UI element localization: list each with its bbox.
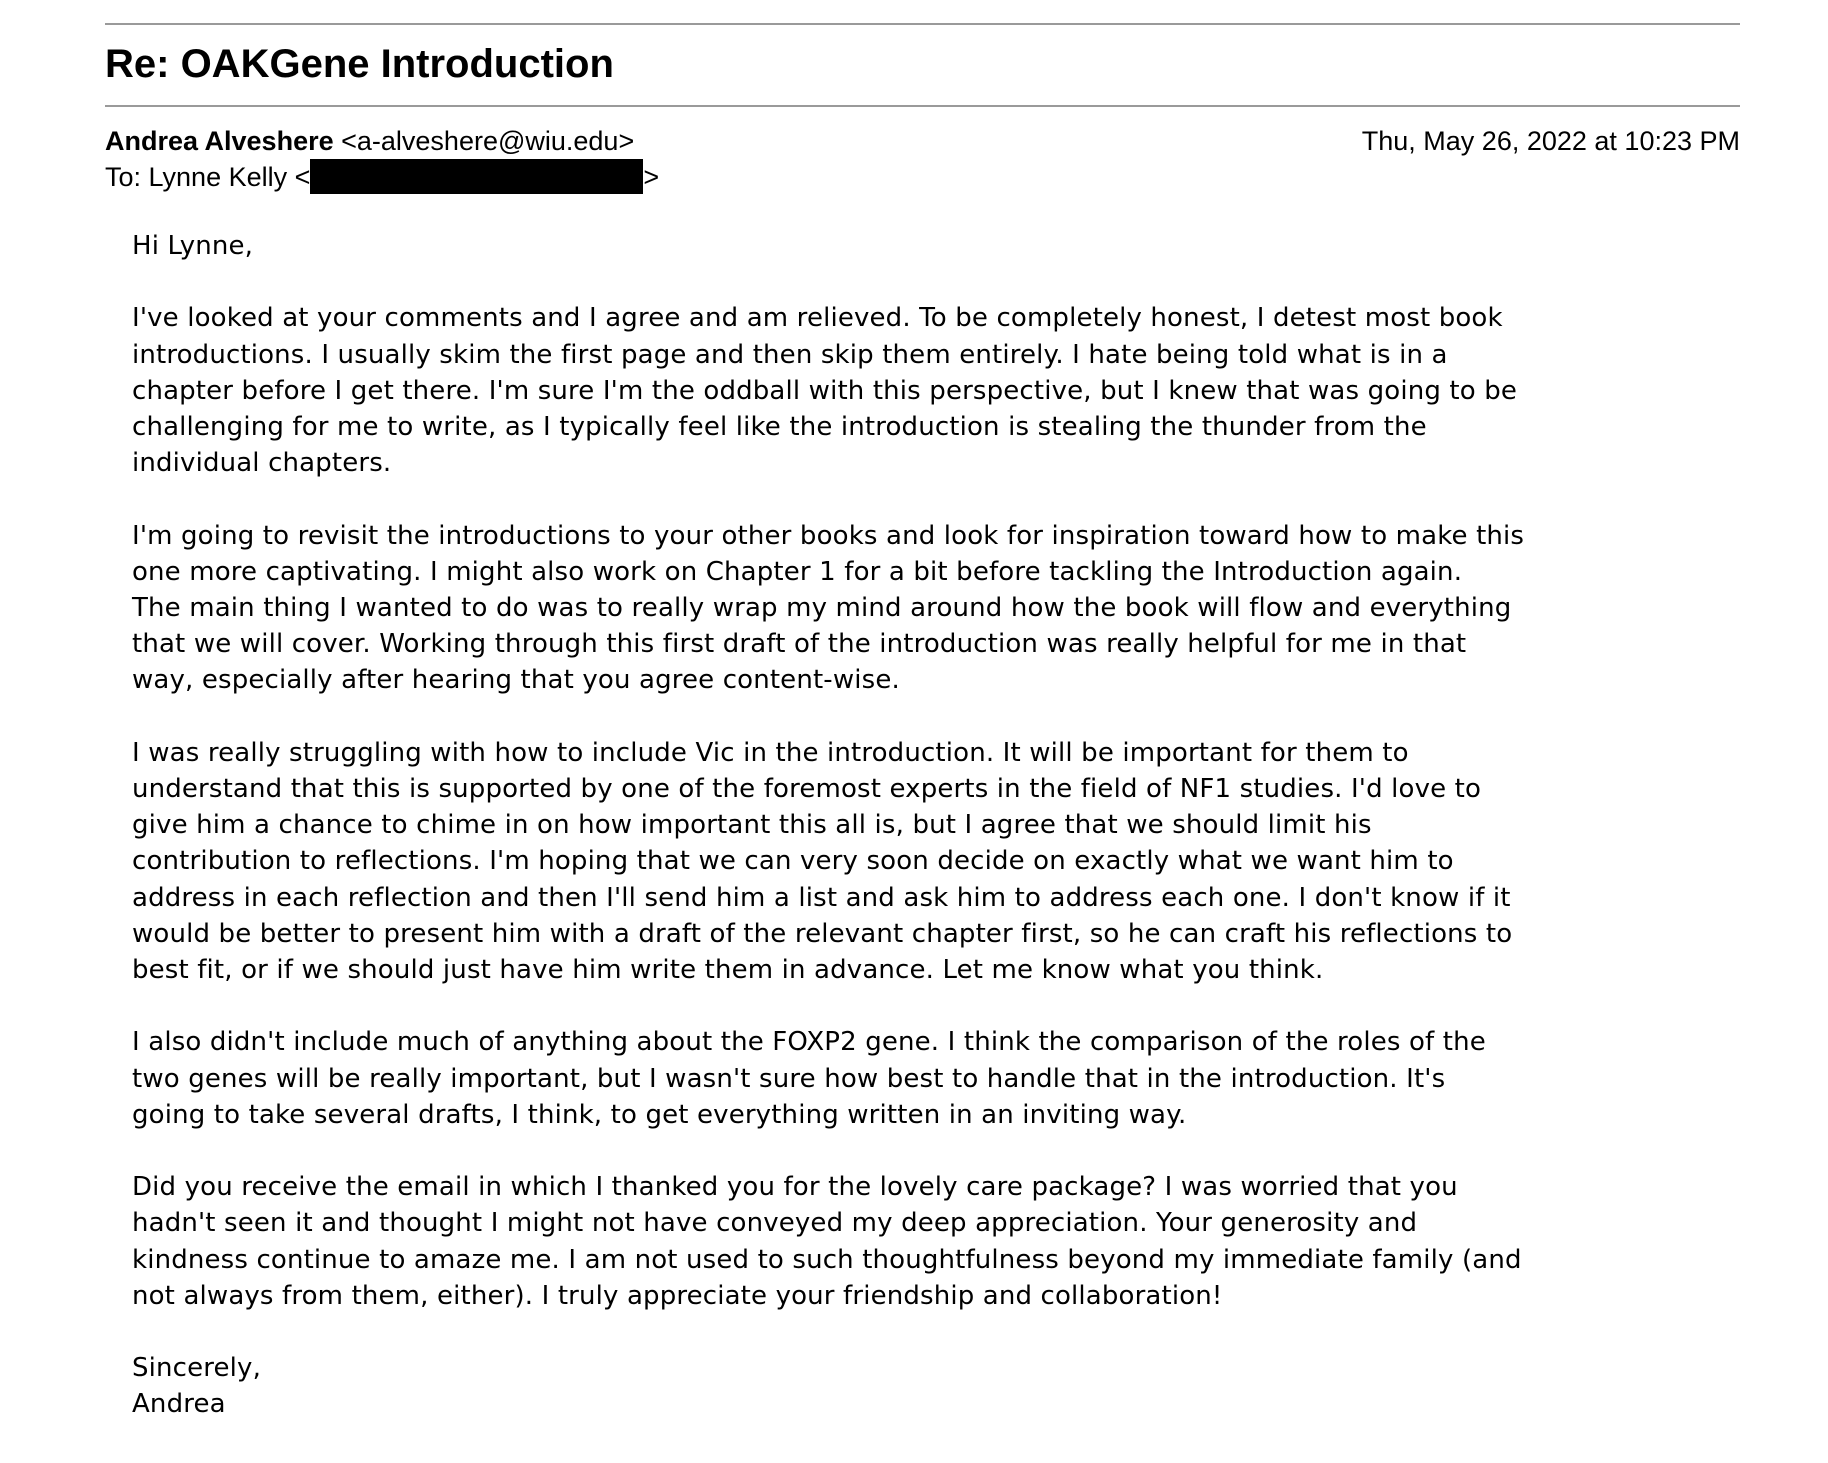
recipient-suffix: > xyxy=(643,162,660,192)
paragraph-line: way, especially after hearing that you agree content-wise. xyxy=(132,665,900,696)
greeting xyxy=(132,228,1772,264)
paragraph-line: The main thing I wanted to do was to really wrap my mind around how the book will flow and everything xyxy=(132,593,1512,623)
paragraph-line: not always from them, either). I truly appreciate your friendship and collaboration! xyxy=(132,1280,1223,1311)
sender-address[interactable]: <a-alveshere@wiu.edu> xyxy=(341,126,635,156)
body-paragraphs xyxy=(132,300,1772,1314)
body-paragraph xyxy=(132,300,1772,481)
paragraph-line: going to take several drafts, I think, to get everything written in an inviting way. xyxy=(132,1099,1187,1130)
top-divider xyxy=(105,23,1740,25)
paragraph-line: I was really struggling with how to include Vic in the introduction. It will be important for them to xyxy=(132,737,1409,768)
email-subject: Re: OAKGene Introduction xyxy=(105,42,614,86)
closing-line: Sincerely, xyxy=(132,1353,261,1384)
body-paragraph xyxy=(132,1024,1772,1133)
body-paragraph xyxy=(132,735,1772,988)
paragraph-line: kindness continue to amaze me. I am not used to such thoughtfulness beyond my immediate family (and xyxy=(132,1244,1522,1275)
sender-line xyxy=(105,124,634,158)
paragraph-line: I also didn't include much of anything about the FOXP2 gene. I think the comparison of the roles of the xyxy=(132,1027,1486,1058)
paragraph-line: contribution to reflections. I'm hoping that we can very soon decide on exactly what we want him to xyxy=(132,846,1454,877)
email-date: Thu, May 26, 2022 at 10:23 PM xyxy=(1361,126,1740,156)
paragraph-line: introductions. I usually skim the first page and then skip them entirely. I hate being told what is in a xyxy=(132,339,1448,370)
closing-block xyxy=(132,1350,1772,1422)
paragraph-line: understand that this is supported by one of the foremost experts in the field of NF1 studies. I'd love to xyxy=(132,774,1482,804)
paragraph-line: Did you receive the email in which I thanked you for the lovely care package? I was worried that you xyxy=(132,1172,1458,1203)
paragraph-line: best fit, or if we should just have him write them in advance. Let me know what you think. xyxy=(132,955,1324,986)
subject-divider xyxy=(105,105,1740,107)
recipient-label: To: Lynne Kelly < xyxy=(105,162,311,192)
greeting-line: Hi Lynne, xyxy=(132,231,254,261)
paragraph-line: individual chapters. xyxy=(132,448,392,479)
paragraph-line: would be better to present him with a draft of the relevant chapter first, so he can craft his reflections to xyxy=(132,918,1513,949)
paragraph-line: give him a chance to chime in on how important this all is, but I agree that we should limit his xyxy=(132,810,1372,841)
body-paragraph xyxy=(132,518,1772,699)
paragraph-line: that we will cover. Working through this first draft of the introduction was really helpful for me in that xyxy=(132,629,1467,660)
paragraph-line: challenging for me to write, as I typically feel like the introduction is stealing the thunder from the xyxy=(132,412,1427,442)
redaction-block xyxy=(310,159,643,194)
paragraph-line: two genes will be really important, but I wasn't sure how best to handle that in the introduction. It's xyxy=(132,1063,1446,1094)
paragraph-line: one more captivating. I might also work on Chapter 1 for a bit before tackling the Introduction again. xyxy=(132,556,1463,587)
body-paragraph xyxy=(132,1169,1772,1314)
email-body xyxy=(132,228,1772,1459)
paragraph-line: hadn't seen it and thought I might not have conveyed my deep appreciation. Your generosity and xyxy=(132,1208,1418,1239)
paragraph-line: I've looked at your comments and I agree and am relieved. To be completely honest, I detest most book xyxy=(132,303,1503,334)
paragraph-line: chapter before I get there. I'm sure I'm the oddball with this perspective, but I knew that was going to be xyxy=(132,375,1518,406)
paragraph-line: I'm going to revisit the introductions to your other books and look for inspiration toward how to make this xyxy=(132,520,1525,551)
paragraph-line: address in each reflection and then I'll send him a list and ask him to address each one. I don't know if it xyxy=(132,882,1511,913)
recipient-line xyxy=(105,159,659,194)
sender-name: Andrea Alveshere xyxy=(105,126,334,156)
signature-line: Andrea xyxy=(132,1389,226,1420)
